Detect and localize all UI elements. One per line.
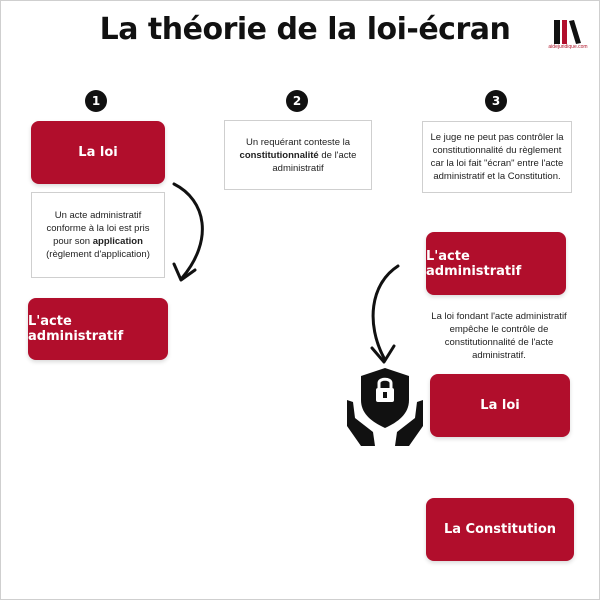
application-note-text: Un acte administratif conforme à la loi est pris pour son application (règlement d'application) — [46, 210, 150, 260]
step-number-2: 2 — [286, 90, 308, 112]
curved-arrow-icon — [362, 262, 412, 372]
requerant-note-text: Un requérant conteste la constitutionnalité de l'acte administratif — [239, 136, 357, 174]
loi-box-column3 — [430, 374, 570, 437]
acte-administratif-label: L'acte administratif — [28, 314, 124, 344]
shield-lock-hands-icon — [343, 366, 427, 446]
page-title: La théorie de la loi-écran — [99, 12, 511, 47]
curved-arrow-icon — [168, 180, 218, 290]
application-note — [31, 192, 165, 278]
loi-label: La loi — [78, 145, 118, 160]
logo-caption: aidejuridique.com — [548, 44, 588, 50]
juge-note — [422, 121, 572, 193]
application-keyword: application — [92, 236, 143, 247]
requerant-note — [224, 120, 372, 190]
acte-administratif-box-column1 — [28, 298, 168, 360]
juge-note-text: Le juge ne peut pas contrôler la constitutionnalité du règlement car la loi fait "écran" entre l'acte administratif et la Constitution. — [430, 132, 564, 182]
acte-administratif-label: L'acte administratif — [426, 248, 522, 279]
constitutionnalite-keyword: constitutionnalité — [239, 149, 319, 161]
constitution-label: La Constitution — [443, 522, 557, 537]
step-number-3: 3 — [485, 90, 507, 112]
acte-administratif-box-column3 — [426, 232, 566, 295]
constitution-box — [426, 498, 574, 561]
loi-label: La loi — [480, 398, 520, 413]
ecran-explanation: La loi fondant l'acte administratif empêche le contrôle de constitutionnalité de l'acte administratif. — [431, 311, 567, 361]
step-number-1: 1 — [85, 90, 107, 112]
loi-box-column1 — [31, 121, 165, 184]
